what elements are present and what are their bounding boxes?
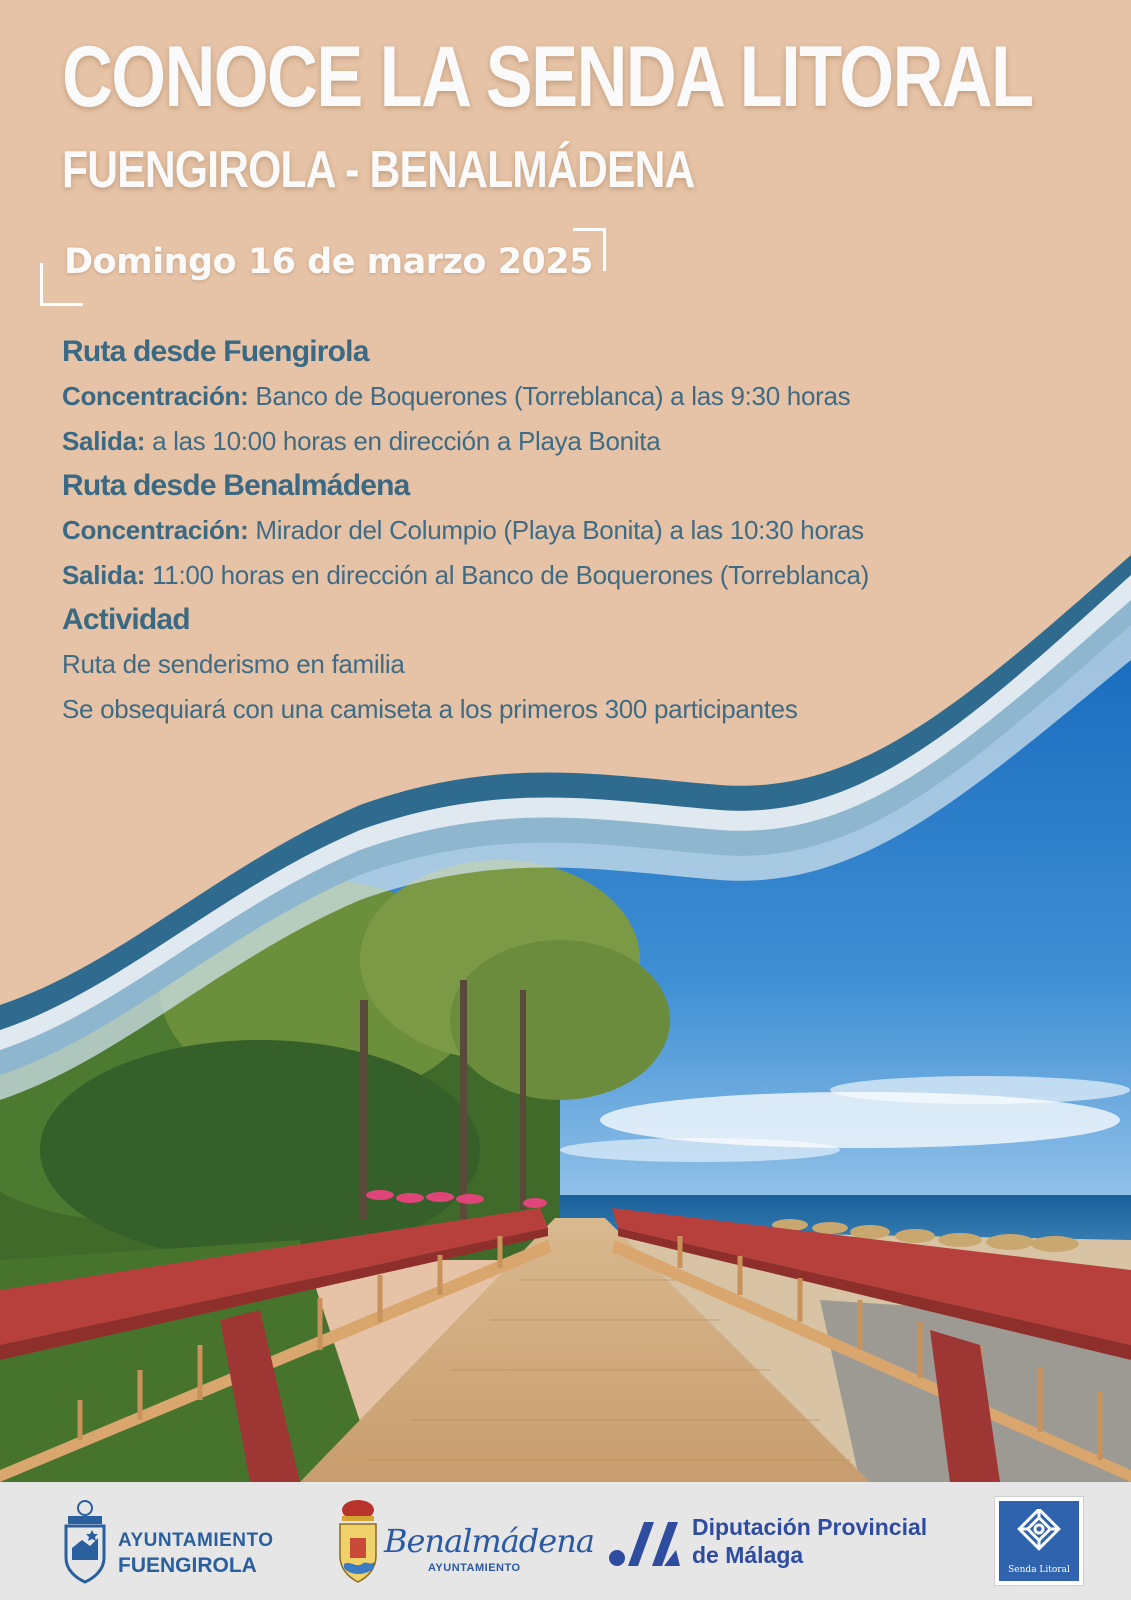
info-line bbox=[62, 508, 1062, 553]
date-frame bbox=[40, 228, 606, 306]
senda-litoral-label: Senda Litoral bbox=[1008, 1565, 1070, 1575]
event-date: Domingo 16 de marzo 2025 bbox=[64, 242, 593, 282]
info-text: 11:00 horas en dirección al Banco de Boquerones (Torreblanca) bbox=[145, 560, 869, 590]
logo-ayuntamiento-fuengirola bbox=[62, 1482, 282, 1600]
fuengirola-logo-line2: FUENGIROLA bbox=[118, 1554, 257, 1577]
senda-litoral-badge bbox=[999, 1501, 1079, 1581]
info-line bbox=[62, 419, 1062, 464]
info-line bbox=[62, 374, 1062, 419]
benalmadena-logo-line2: AYUNTAMIENTO bbox=[428, 1562, 521, 1574]
poster-title: CONOCE LA SENDA LITORAL bbox=[62, 29, 1033, 125]
benalmadena-logo-line1: Benalmádena bbox=[384, 1522, 594, 1560]
logo-ayuntamiento-benalmadena bbox=[336, 1482, 594, 1600]
logo-diputacion-malaga bbox=[608, 1482, 938, 1600]
diputacion-logo-line2: de Málaga bbox=[692, 1542, 804, 1568]
section-heading-fuengirola: Ruta desde Fuengirola bbox=[62, 335, 369, 368]
senda-litoral-knot-icon bbox=[1015, 1509, 1063, 1561]
diputacion-logo-line1: Diputación Provincial bbox=[692, 1514, 928, 1540]
info-line bbox=[62, 553, 1062, 598]
info-label: Concentración: bbox=[62, 515, 249, 545]
section-heading-actividad: Actividad bbox=[62, 603, 190, 636]
fuengirola-logo-line1: AYUNTAMIENTO bbox=[118, 1530, 274, 1551]
info-line: Se obsequiará con una camiseta a los primeros 300 participantes bbox=[62, 694, 798, 724]
info-label: Salida: bbox=[62, 560, 146, 590]
diputacion-mark-icon bbox=[608, 1520, 688, 1568]
info-label: Salida: bbox=[62, 426, 146, 456]
benalmadena-crest-icon bbox=[336, 1498, 380, 1584]
fuengirola-shield-icon bbox=[62, 1498, 108, 1584]
poster-subtitle: FUENGIROLA - BENALMÁDENA bbox=[62, 141, 695, 199]
info-text: Mirador del Columpio (Playa Bonita) a las 10:30 horas bbox=[248, 515, 864, 545]
info-text: Banco de Boquerones (Torreblanca) a las 9:30 horas bbox=[248, 381, 851, 411]
sponsor-footer bbox=[0, 1482, 1131, 1600]
section-heading-benalmadena: Ruta desde Benalmádena bbox=[62, 469, 410, 502]
logo-senda-litoral bbox=[994, 1496, 1084, 1586]
info-label: Concentración: bbox=[62, 381, 249, 411]
event-info bbox=[62, 330, 1062, 732]
info-line: Ruta de senderismo en familia bbox=[62, 649, 405, 679]
info-text: a las 10:00 horas en dirección a Playa Bonita bbox=[145, 426, 661, 456]
